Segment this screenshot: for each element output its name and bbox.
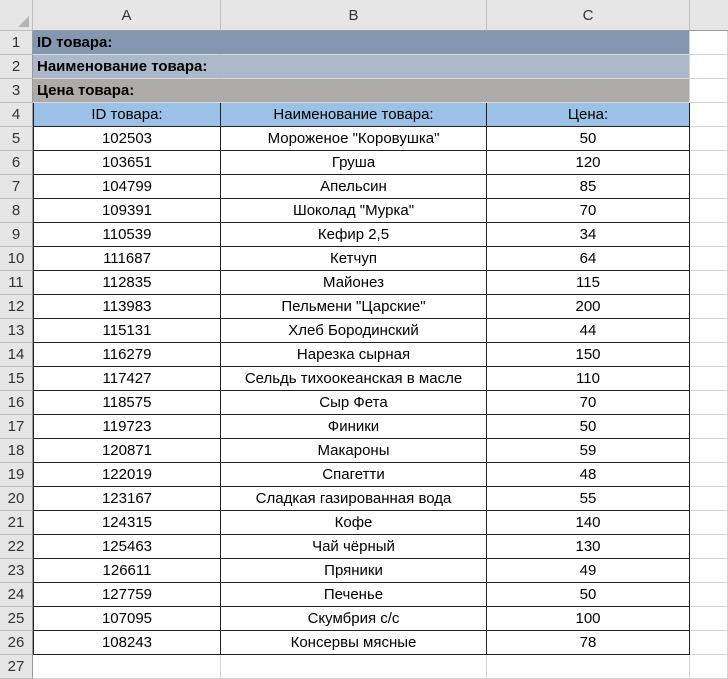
table-cell-id[interactable]: 104799 [33, 175, 221, 199]
table-cell-name[interactable]: Пряники [221, 559, 487, 583]
empty-cell[interactable] [690, 415, 728, 439]
row-header-26[interactable]: 26 [0, 631, 33, 655]
table-header-id[interactable]: ID товара: [33, 103, 221, 127]
table-cell-id[interactable]: 119723 [33, 415, 221, 439]
select-all-triangle-icon [18, 16, 29, 27]
row-header-17[interactable]: 17 [0, 415, 33, 439]
row-header-18[interactable]: 18 [0, 439, 33, 463]
row-header-25[interactable]: 25 [0, 607, 33, 631]
empty-cell[interactable] [690, 79, 728, 103]
form-value-cell[interactable] [221, 55, 487, 79]
empty-cell[interactable] [690, 343, 728, 367]
form-value-cell[interactable] [221, 79, 487, 103]
table-cell-name[interactable]: Консервы мясные [221, 631, 487, 655]
table-header-name[interactable]: Наименование товара: [221, 103, 487, 127]
table-cell-id[interactable]: 103651 [33, 151, 221, 175]
table-cell-price[interactable]: 100 [487, 607, 690, 631]
empty-cell[interactable] [690, 199, 728, 223]
row-header-21[interactable]: 21 [0, 511, 33, 535]
table-cell-price[interactable]: 59 [487, 439, 690, 463]
table-cell-price[interactable]: 44 [487, 319, 690, 343]
table-cell-price[interactable]: 49 [487, 559, 690, 583]
table-cell-name[interactable]: Скумбрия с/с [221, 607, 487, 631]
table-cell-price[interactable]: 115 [487, 271, 690, 295]
table-cell-id[interactable]: 107095 [33, 607, 221, 631]
row-header-12[interactable]: 12 [0, 295, 33, 319]
row-header-7[interactable]: 7 [0, 175, 33, 199]
column-header-next[interactable] [690, 0, 728, 31]
table-cell-name[interactable]: Сыр Фета [221, 391, 487, 415]
empty-cell[interactable] [690, 127, 728, 151]
empty-cell[interactable] [690, 319, 728, 343]
empty-cell[interactable] [690, 655, 728, 679]
empty-cell[interactable] [690, 103, 728, 127]
row-header-14[interactable]: 14 [0, 343, 33, 367]
empty-cell[interactable] [690, 583, 728, 607]
row-header-24[interactable]: 24 [0, 583, 33, 607]
row-header-27[interactable]: 27 [0, 655, 33, 679]
table-cell-name[interactable]: Шоколад "Мурка" [221, 199, 487, 223]
form-value-cell[interactable] [487, 79, 690, 103]
empty-cell[interactable] [487, 655, 690, 679]
table-cell-price[interactable]: 64 [487, 247, 690, 271]
table-cell-id[interactable]: 127759 [33, 583, 221, 607]
empty-cell[interactable] [690, 559, 728, 583]
row-header-1[interactable]: 1 [0, 31, 33, 55]
table-cell-name[interactable]: Кетчуп [221, 247, 487, 271]
table-cell-name[interactable]: Пельмени "Царские" [221, 295, 487, 319]
table-cell-id[interactable]: 117427 [33, 367, 221, 391]
table-cell-name[interactable]: Сладкая газированная вода [221, 487, 487, 511]
table-cell-id[interactable]: 122019 [33, 463, 221, 487]
table-cell-name[interactable]: Апельсин [221, 175, 487, 199]
empty-cell[interactable] [690, 367, 728, 391]
form-label-price-label[interactable]: Цена товара: [33, 79, 221, 103]
table-cell-id[interactable]: 126611 [33, 559, 221, 583]
empty-cell[interactable] [690, 607, 728, 631]
table-cell-id[interactable]: 110539 [33, 223, 221, 247]
table-cell-name[interactable]: Печенье [221, 583, 487, 607]
table-cell-price[interactable]: 50 [487, 583, 690, 607]
form-value-cell[interactable] [487, 31, 690, 55]
row-header-22[interactable]: 22 [0, 535, 33, 559]
table-cell-id[interactable]: 118575 [33, 391, 221, 415]
form-value-cell[interactable] [487, 55, 690, 79]
table-cell-name[interactable]: Майонез [221, 271, 487, 295]
table-cell-id[interactable]: 124315 [33, 511, 221, 535]
table-cell-id[interactable]: 102503 [33, 127, 221, 151]
table-cell-price[interactable]: 85 [487, 175, 690, 199]
row-header-20[interactable]: 20 [0, 487, 33, 511]
empty-cell[interactable] [690, 247, 728, 271]
table-cell-price[interactable]: 150 [487, 343, 690, 367]
select-all-corner[interactable] [0, 0, 33, 31]
empty-cell[interactable] [690, 55, 728, 79]
table-cell-price[interactable]: 78 [487, 631, 690, 655]
table-cell-price[interactable]: 34 [487, 223, 690, 247]
row-header-19[interactable]: 19 [0, 463, 33, 487]
table-cell-id[interactable]: 125463 [33, 535, 221, 559]
table-cell-id[interactable]: 113983 [33, 295, 221, 319]
table-cell-name[interactable]: Спагетти [221, 463, 487, 487]
table-cell-name[interactable]: Хлеб Бородинский [221, 319, 487, 343]
row-header-9[interactable]: 9 [0, 223, 33, 247]
table-cell-id[interactable]: 109391 [33, 199, 221, 223]
empty-cell[interactable] [221, 655, 487, 679]
row-header-8[interactable]: 8 [0, 199, 33, 223]
table-cell-price[interactable]: 130 [487, 535, 690, 559]
empty-cell[interactable] [690, 631, 728, 655]
row-header-3[interactable]: 3 [0, 79, 33, 103]
empty-cell[interactable] [690, 271, 728, 295]
empty-cell[interactable] [690, 31, 728, 55]
table-cell-name[interactable]: Нарезка сырная [221, 343, 487, 367]
table-cell-name[interactable]: Сельдь тихоокеанская в масле [221, 367, 487, 391]
table-cell-id[interactable]: 123167 [33, 487, 221, 511]
row-header-5[interactable]: 5 [0, 127, 33, 151]
column-header-a[interactable]: A [33, 0, 221, 31]
table-cell-price[interactable]: 140 [487, 511, 690, 535]
table-cell-id[interactable]: 108243 [33, 631, 221, 655]
table-cell-name[interactable]: Кефир 2,5 [221, 223, 487, 247]
form-label-name-label[interactable]: Наименование товара: [33, 55, 221, 79]
table-cell-id[interactable]: 112835 [33, 271, 221, 295]
table-cell-price[interactable]: 70 [487, 391, 690, 415]
table-header-price[interactable]: Цена: [487, 103, 690, 127]
empty-cell[interactable] [690, 391, 728, 415]
row-header-16[interactable]: 16 [0, 391, 33, 415]
table-cell-price[interactable]: 50 [487, 415, 690, 439]
table-cell-name[interactable]: Финики [221, 415, 487, 439]
empty-cell[interactable] [690, 295, 728, 319]
empty-cell[interactable] [690, 223, 728, 247]
row-header-4[interactable]: 4 [0, 103, 33, 127]
empty-cell[interactable] [690, 487, 728, 511]
table-cell-id[interactable]: 120871 [33, 439, 221, 463]
empty-cell[interactable] [690, 151, 728, 175]
empty-cell[interactable] [690, 463, 728, 487]
empty-cell[interactable] [33, 655, 221, 679]
row-header-6[interactable]: 6 [0, 151, 33, 175]
table-cell-name[interactable]: Макароны [221, 439, 487, 463]
form-label-id-label[interactable]: ID товара: [33, 31, 221, 55]
table-cell-price[interactable]: 50 [487, 127, 690, 151]
table-cell-price[interactable]: 70 [487, 199, 690, 223]
table-cell-id[interactable]: 115131 [33, 319, 221, 343]
row-header-15[interactable]: 15 [0, 367, 33, 391]
empty-cell[interactable] [690, 439, 728, 463]
table-cell-id[interactable]: 116279 [33, 343, 221, 367]
empty-cell[interactable] [690, 535, 728, 559]
table-cell-price[interactable]: 120 [487, 151, 690, 175]
column-header-c[interactable]: C [487, 0, 690, 31]
table-cell-id[interactable]: 111687 [33, 247, 221, 271]
table-cell-price[interactable]: 55 [487, 487, 690, 511]
table-cell-price[interactable]: 48 [487, 463, 690, 487]
form-value-cell[interactable] [221, 31, 487, 55]
row-header-10[interactable]: 10 [0, 247, 33, 271]
table-cell-name[interactable]: Кофе [221, 511, 487, 535]
row-header-13[interactable]: 13 [0, 319, 33, 343]
empty-cell[interactable] [690, 511, 728, 535]
row-header-11[interactable]: 11 [0, 271, 33, 295]
table-cell-name[interactable]: Чай чёрный [221, 535, 487, 559]
table-cell-name[interactable]: Груша [221, 151, 487, 175]
table-cell-price[interactable]: 110 [487, 367, 690, 391]
row-header-23[interactable]: 23 [0, 559, 33, 583]
table-cell-price[interactable]: 200 [487, 295, 690, 319]
row-header-2[interactable]: 2 [0, 55, 33, 79]
table-cell-name[interactable]: Мороженое "Коровушка" [221, 127, 487, 151]
empty-cell[interactable] [690, 175, 728, 199]
column-header-b[interactable]: B [221, 0, 487, 31]
